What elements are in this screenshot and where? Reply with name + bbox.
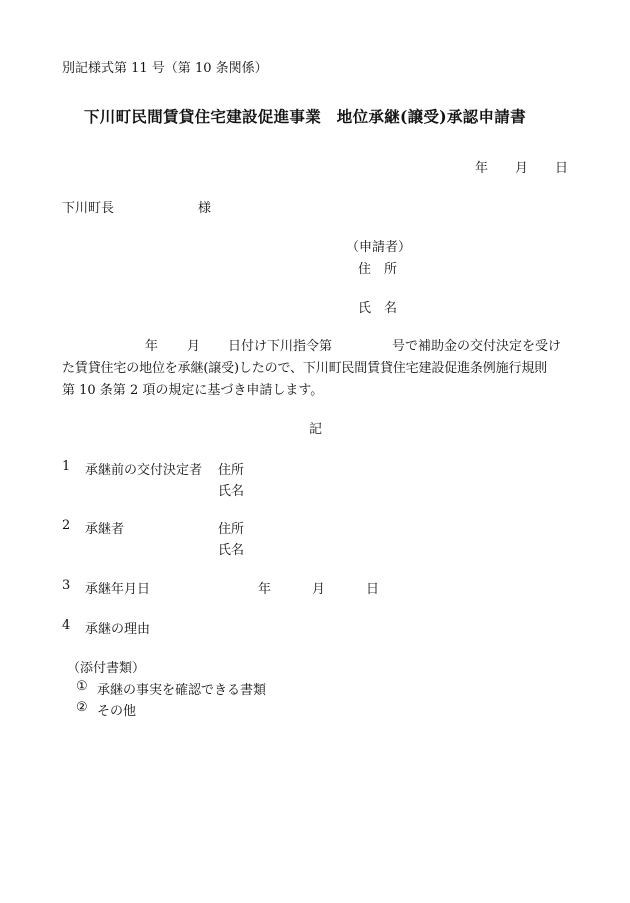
addressee-honorific: 様 — [198, 201, 212, 216]
attachments-heading: （添付書類） — [67, 661, 146, 676]
item-1-label: 承継前の交付決定者 — [85, 463, 203, 478]
item-3-label: 承継年月日 — [85, 582, 151, 597]
item-4-number: 4 — [62, 618, 71, 633]
item-1-address-label: 住所 — [218, 463, 245, 478]
applicant-label: （申請者） — [346, 240, 412, 255]
document-title: 下川町民間賃貸住宅建設促進事業 地位承継(譲受)承認申請書 — [84, 107, 526, 126]
date-month-label: 月 — [515, 161, 529, 176]
body-year: 年 — [145, 339, 159, 354]
applicant-name-label: 氏 名 — [358, 301, 398, 316]
form-number: 別記様式第 11 号（第 10 条関係） — [62, 61, 268, 76]
item-2-name-label: 氏名 — [218, 543, 245, 558]
body-month: 月 — [187, 339, 201, 354]
ki-heading: 記 — [309, 422, 323, 437]
item-1-number: 1 — [62, 459, 71, 474]
attachment-2-text: その他 — [97, 704, 137, 719]
item-2-address-label: 住所 — [218, 522, 245, 537]
attachment-2-mark: ② — [76, 700, 88, 715]
item-3-number: 3 — [62, 578, 71, 593]
attachment-1-text: 承継の事実を確認できる書類 — [97, 683, 267, 698]
item-3-month-label: 月 — [312, 582, 326, 597]
body-line-2: た賃貸住宅の地位を承継(譲受)したので、下川町民間賃貸住宅建設促進条例施行規則 — [62, 361, 548, 376]
body-line-3: 第 10 条第 2 項の規定に基づき申請します。 — [62, 383, 324, 398]
item-4-label: 承継の理由 — [85, 622, 151, 637]
item-2-label: 承継者 — [85, 522, 125, 537]
date-year-label: 年 — [475, 161, 489, 176]
item-1-name-label: 氏名 — [218, 484, 245, 499]
item-2-number: 2 — [62, 518, 71, 533]
addressee-name: 下川町長 — [62, 201, 115, 216]
body-issued-text: 日付け下川指令第 — [228, 339, 333, 354]
attachment-1-mark: ① — [76, 679, 88, 694]
item-3-year-label: 年 — [258, 582, 272, 597]
date-day-label: 日 — [555, 161, 569, 176]
body-number-rest: 号で補助金の交付決定を受け — [392, 339, 562, 354]
item-3-day-label: 日 — [366, 582, 380, 597]
applicant-address-label: 住 所 — [358, 262, 398, 277]
